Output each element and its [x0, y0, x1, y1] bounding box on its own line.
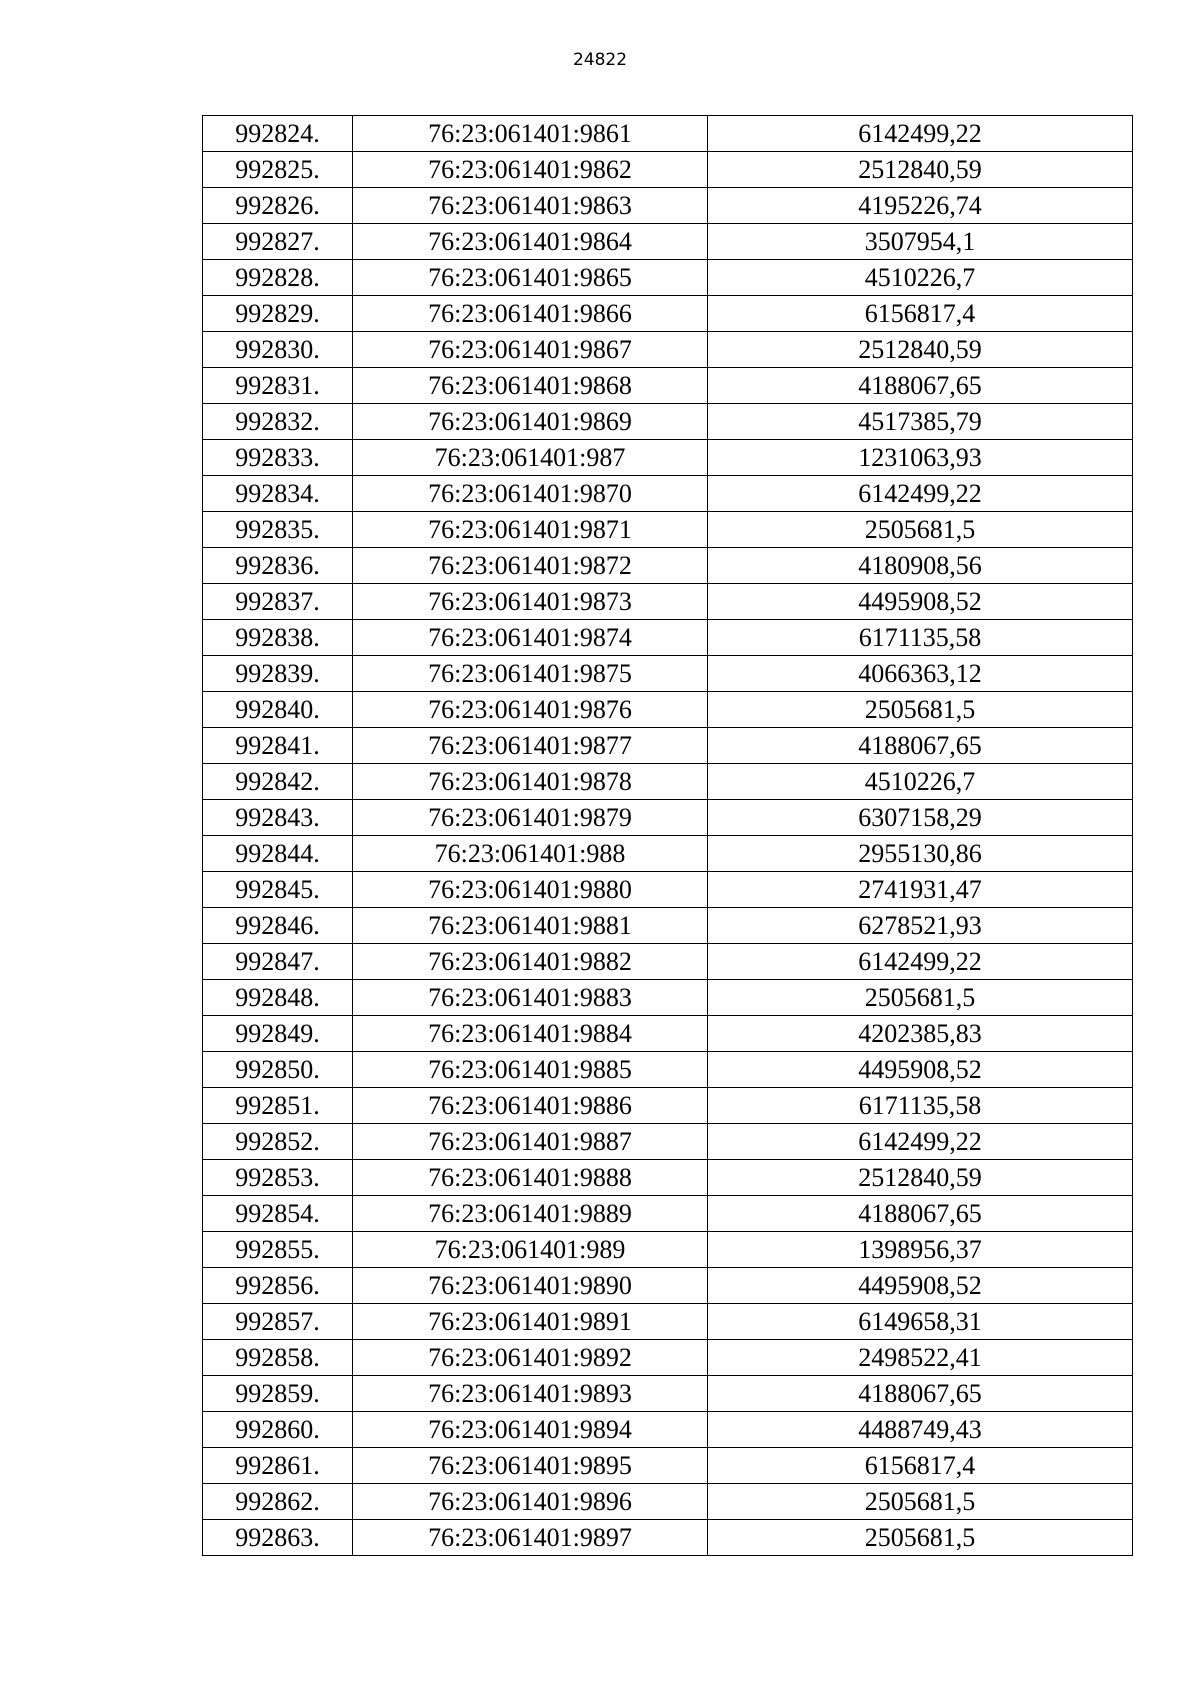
cadastral-number-cell: 76:23:061401:9884	[353, 1016, 708, 1052]
row-number-cell: 992856.	[203, 1268, 353, 1304]
cadastral-value-cell: 4510226,7	[708, 260, 1133, 296]
table-row	[203, 224, 1133, 260]
cadastral-value-cell: 4188067,65	[708, 728, 1133, 764]
table-row	[203, 1412, 1133, 1448]
table-row	[203, 440, 1133, 476]
table-row	[203, 1160, 1133, 1196]
table-row	[203, 872, 1133, 908]
row-number-cell: 992825.	[203, 152, 353, 188]
cadastral-number-cell: 76:23:061401:9892	[353, 1340, 708, 1376]
row-number-cell: 992845.	[203, 872, 353, 908]
row-number-cell: 992838.	[203, 620, 353, 656]
cadastral-number-cell: 76:23:061401:9876	[353, 692, 708, 728]
row-number-cell: 992824.	[203, 116, 353, 152]
row-number-cell: 992848.	[203, 980, 353, 1016]
row-number-cell: 992834.	[203, 476, 353, 512]
table-row	[203, 1088, 1133, 1124]
row-number-cell: 992858.	[203, 1340, 353, 1376]
row-number-cell: 992854.	[203, 1196, 353, 1232]
cadastral-value-cell: 4188067,65	[708, 1196, 1133, 1232]
table-row	[203, 1052, 1133, 1088]
table-row	[203, 404, 1133, 440]
cadastral-number-cell: 76:23:061401:9897	[353, 1520, 708, 1556]
cadastral-number-cell: 76:23:061401:9896	[353, 1484, 708, 1520]
cadastral-value-cell: 6156817,4	[708, 1448, 1133, 1484]
row-number-cell: 992831.	[203, 368, 353, 404]
row-number-cell: 992849.	[203, 1016, 353, 1052]
cadastral-number-cell: 76:23:061401:9874	[353, 620, 708, 656]
row-number-cell: 992840.	[203, 692, 353, 728]
cadastral-value-table	[202, 115, 1133, 1556]
row-number-cell: 992853.	[203, 1160, 353, 1196]
cadastral-number-cell: 76:23:061401:9863	[353, 188, 708, 224]
row-number-cell: 992833.	[203, 440, 353, 476]
cadastral-value-cell: 2955130,86	[708, 836, 1133, 872]
cadastral-number-cell: 76:23:061401:9861	[353, 116, 708, 152]
cadastral-value-cell: 6156817,4	[708, 296, 1133, 332]
table-row	[203, 692, 1133, 728]
cadastral-value-cell: 1231063,93	[708, 440, 1133, 476]
row-number-cell: 992839.	[203, 656, 353, 692]
cadastral-value-cell: 4202385,83	[708, 1016, 1133, 1052]
row-number-cell: 992857.	[203, 1304, 353, 1340]
cadastral-number-cell: 76:23:061401:9878	[353, 764, 708, 800]
cadastral-value-cell: 6307158,29	[708, 800, 1133, 836]
cadastral-number-cell: 76:23:061401:9873	[353, 584, 708, 620]
table-row	[203, 1484, 1133, 1520]
table-row	[203, 584, 1133, 620]
table-row	[203, 1520, 1133, 1556]
cadastral-value-cell: 6171135,58	[708, 1088, 1133, 1124]
row-number-cell: 992841.	[203, 728, 353, 764]
cadastral-value-cell: 4495908,52	[708, 584, 1133, 620]
cadastral-value-cell: 2512840,59	[708, 332, 1133, 368]
row-number-cell: 992836.	[203, 548, 353, 584]
cadastral-number-cell: 76:23:061401:9871	[353, 512, 708, 548]
cadastral-value-cell: 2505681,5	[708, 1520, 1133, 1556]
cadastral-value-cell: 2505681,5	[708, 512, 1133, 548]
row-number-cell: 992859.	[203, 1376, 353, 1412]
cadastral-number-cell: 76:23:061401:9880	[353, 872, 708, 908]
cadastral-value-cell: 4517385,79	[708, 404, 1133, 440]
cadastral-value-cell: 4495908,52	[708, 1268, 1133, 1304]
cadastral-number-cell: 76:23:061401:9883	[353, 980, 708, 1016]
row-number-cell: 992830.	[203, 332, 353, 368]
cadastral-value-cell: 6142499,22	[708, 1124, 1133, 1160]
cadastral-number-cell: 76:23:061401:9886	[353, 1088, 708, 1124]
table-row	[203, 944, 1133, 980]
row-number-cell: 992829.	[203, 296, 353, 332]
cadastral-value-cell: 4188067,65	[708, 368, 1133, 404]
row-number-cell: 992861.	[203, 1448, 353, 1484]
cadastral-number-cell: 76:23:061401:9869	[353, 404, 708, 440]
row-number-cell: 992844.	[203, 836, 353, 872]
table-row	[203, 1376, 1133, 1412]
table-row	[203, 728, 1133, 764]
table-row	[203, 296, 1133, 332]
row-number-cell: 992860.	[203, 1412, 353, 1448]
cadastral-number-cell: 76:23:061401:9879	[353, 800, 708, 836]
cadastral-value-cell: 4195226,74	[708, 188, 1133, 224]
table-row	[203, 836, 1133, 872]
cadastral-value-cell: 6142499,22	[708, 944, 1133, 980]
table-row	[203, 476, 1133, 512]
cadastral-number-cell: 76:23:061401:9885	[353, 1052, 708, 1088]
row-number-cell: 992862.	[203, 1484, 353, 1520]
row-number-cell: 992855.	[203, 1232, 353, 1268]
row-number-cell: 992850.	[203, 1052, 353, 1088]
cadastral-value-cell: 2505681,5	[708, 1484, 1133, 1520]
table-row	[203, 1124, 1133, 1160]
cadastral-number-cell: 76:23:061401:9864	[353, 224, 708, 260]
row-number-cell: 992827.	[203, 224, 353, 260]
row-number-cell: 992852.	[203, 1124, 353, 1160]
cadastral-number-cell: 76:23:061401:988	[353, 836, 708, 872]
table-row	[203, 980, 1133, 1016]
cadastral-value-cell: 2498522,41	[708, 1340, 1133, 1376]
table-row	[203, 1196, 1133, 1232]
cadastral-number-cell: 76:23:061401:9882	[353, 944, 708, 980]
cadastral-number-cell: 76:23:061401:9870	[353, 476, 708, 512]
cadastral-value-cell: 3507954,1	[708, 224, 1133, 260]
cadastral-number-cell: 76:23:061401:9888	[353, 1160, 708, 1196]
table-row	[203, 800, 1133, 836]
row-number-cell: 992842.	[203, 764, 353, 800]
cadastral-number-cell: 76:23:061401:9895	[353, 1448, 708, 1484]
table-row	[203, 116, 1133, 152]
cadastral-number-cell: 76:23:061401:987	[353, 440, 708, 476]
table-row	[203, 1304, 1133, 1340]
table-row	[203, 764, 1133, 800]
cadastral-number-cell: 76:23:061401:989	[353, 1232, 708, 1268]
row-number-cell: 992843.	[203, 800, 353, 836]
cadastral-number-cell: 76:23:061401:9872	[353, 548, 708, 584]
table-row	[203, 188, 1133, 224]
table-row	[203, 1268, 1133, 1304]
cadastral-value-cell: 6142499,22	[708, 476, 1133, 512]
cadastral-number-cell: 76:23:061401:9865	[353, 260, 708, 296]
table-row	[203, 656, 1133, 692]
cadastral-number-cell: 76:23:061401:9868	[353, 368, 708, 404]
table-row	[203, 620, 1133, 656]
table-row	[203, 368, 1133, 404]
cadastral-value-cell: 2505681,5	[708, 980, 1133, 1016]
cadastral-number-cell: 76:23:061401:9893	[353, 1376, 708, 1412]
cadastral-value-cell: 4510226,7	[708, 764, 1133, 800]
cadastral-value-cell: 2741931,47	[708, 872, 1133, 908]
row-number-cell: 992835.	[203, 512, 353, 548]
row-number-cell: 992847.	[203, 944, 353, 980]
cadastral-value-cell: 4180908,56	[708, 548, 1133, 584]
cadastral-value-cell: 4188067,65	[708, 1376, 1133, 1412]
table-row	[203, 512, 1133, 548]
row-number-cell: 992846.	[203, 908, 353, 944]
cadastral-number-cell: 76:23:061401:9891	[353, 1304, 708, 1340]
cadastral-number-cell: 76:23:061401:9866	[353, 296, 708, 332]
row-number-cell: 992837.	[203, 584, 353, 620]
cadastral-value-cell: 2505681,5	[708, 692, 1133, 728]
cadastral-number-cell: 76:23:061401:9894	[353, 1412, 708, 1448]
table-row	[203, 1340, 1133, 1376]
cadastral-number-cell: 76:23:061401:9867	[353, 332, 708, 368]
page-number: 24822	[572, 50, 628, 70]
cadastral-value-cell: 6142499,22	[708, 116, 1133, 152]
table-row	[203, 1448, 1133, 1484]
cadastral-value-cell: 2512840,59	[708, 152, 1133, 188]
table-row	[203, 1016, 1133, 1052]
row-number-cell: 992826.	[203, 188, 353, 224]
cadastral-number-cell: 76:23:061401:9890	[353, 1268, 708, 1304]
cadastral-value-cell: 6149658,31	[708, 1304, 1133, 1340]
cadastral-number-cell: 76:23:061401:9889	[353, 1196, 708, 1232]
row-number-cell: 992828.	[203, 260, 353, 296]
table-row	[203, 260, 1133, 296]
cadastral-value-cell: 6171135,58	[708, 620, 1133, 656]
cadastral-value-cell: 4488749,43	[708, 1412, 1133, 1448]
cadastral-value-cell: 4495908,52	[708, 1052, 1133, 1088]
cadastral-number-cell: 76:23:061401:9862	[353, 152, 708, 188]
cadastral-value-cell: 1398956,37	[708, 1232, 1133, 1268]
table-row	[203, 152, 1133, 188]
cadastral-number-cell: 76:23:061401:9881	[353, 908, 708, 944]
table-body	[203, 116, 1133, 1556]
table-row	[203, 908, 1133, 944]
row-number-cell: 992863.	[203, 1520, 353, 1556]
cadastral-number-cell: 76:23:061401:9875	[353, 656, 708, 692]
table-row	[203, 332, 1133, 368]
cadastral-number-cell: 76:23:061401:9877	[353, 728, 708, 764]
table-row	[203, 548, 1133, 584]
cadastral-value-cell: 6278521,93	[708, 908, 1133, 944]
row-number-cell: 992851.	[203, 1088, 353, 1124]
row-number-cell: 992832.	[203, 404, 353, 440]
cadastral-number-cell: 76:23:061401:9887	[353, 1124, 708, 1160]
cadastral-value-cell: 2512840,59	[708, 1160, 1133, 1196]
cadastral-value-cell: 4066363,12	[708, 656, 1133, 692]
table-row	[203, 1232, 1133, 1268]
